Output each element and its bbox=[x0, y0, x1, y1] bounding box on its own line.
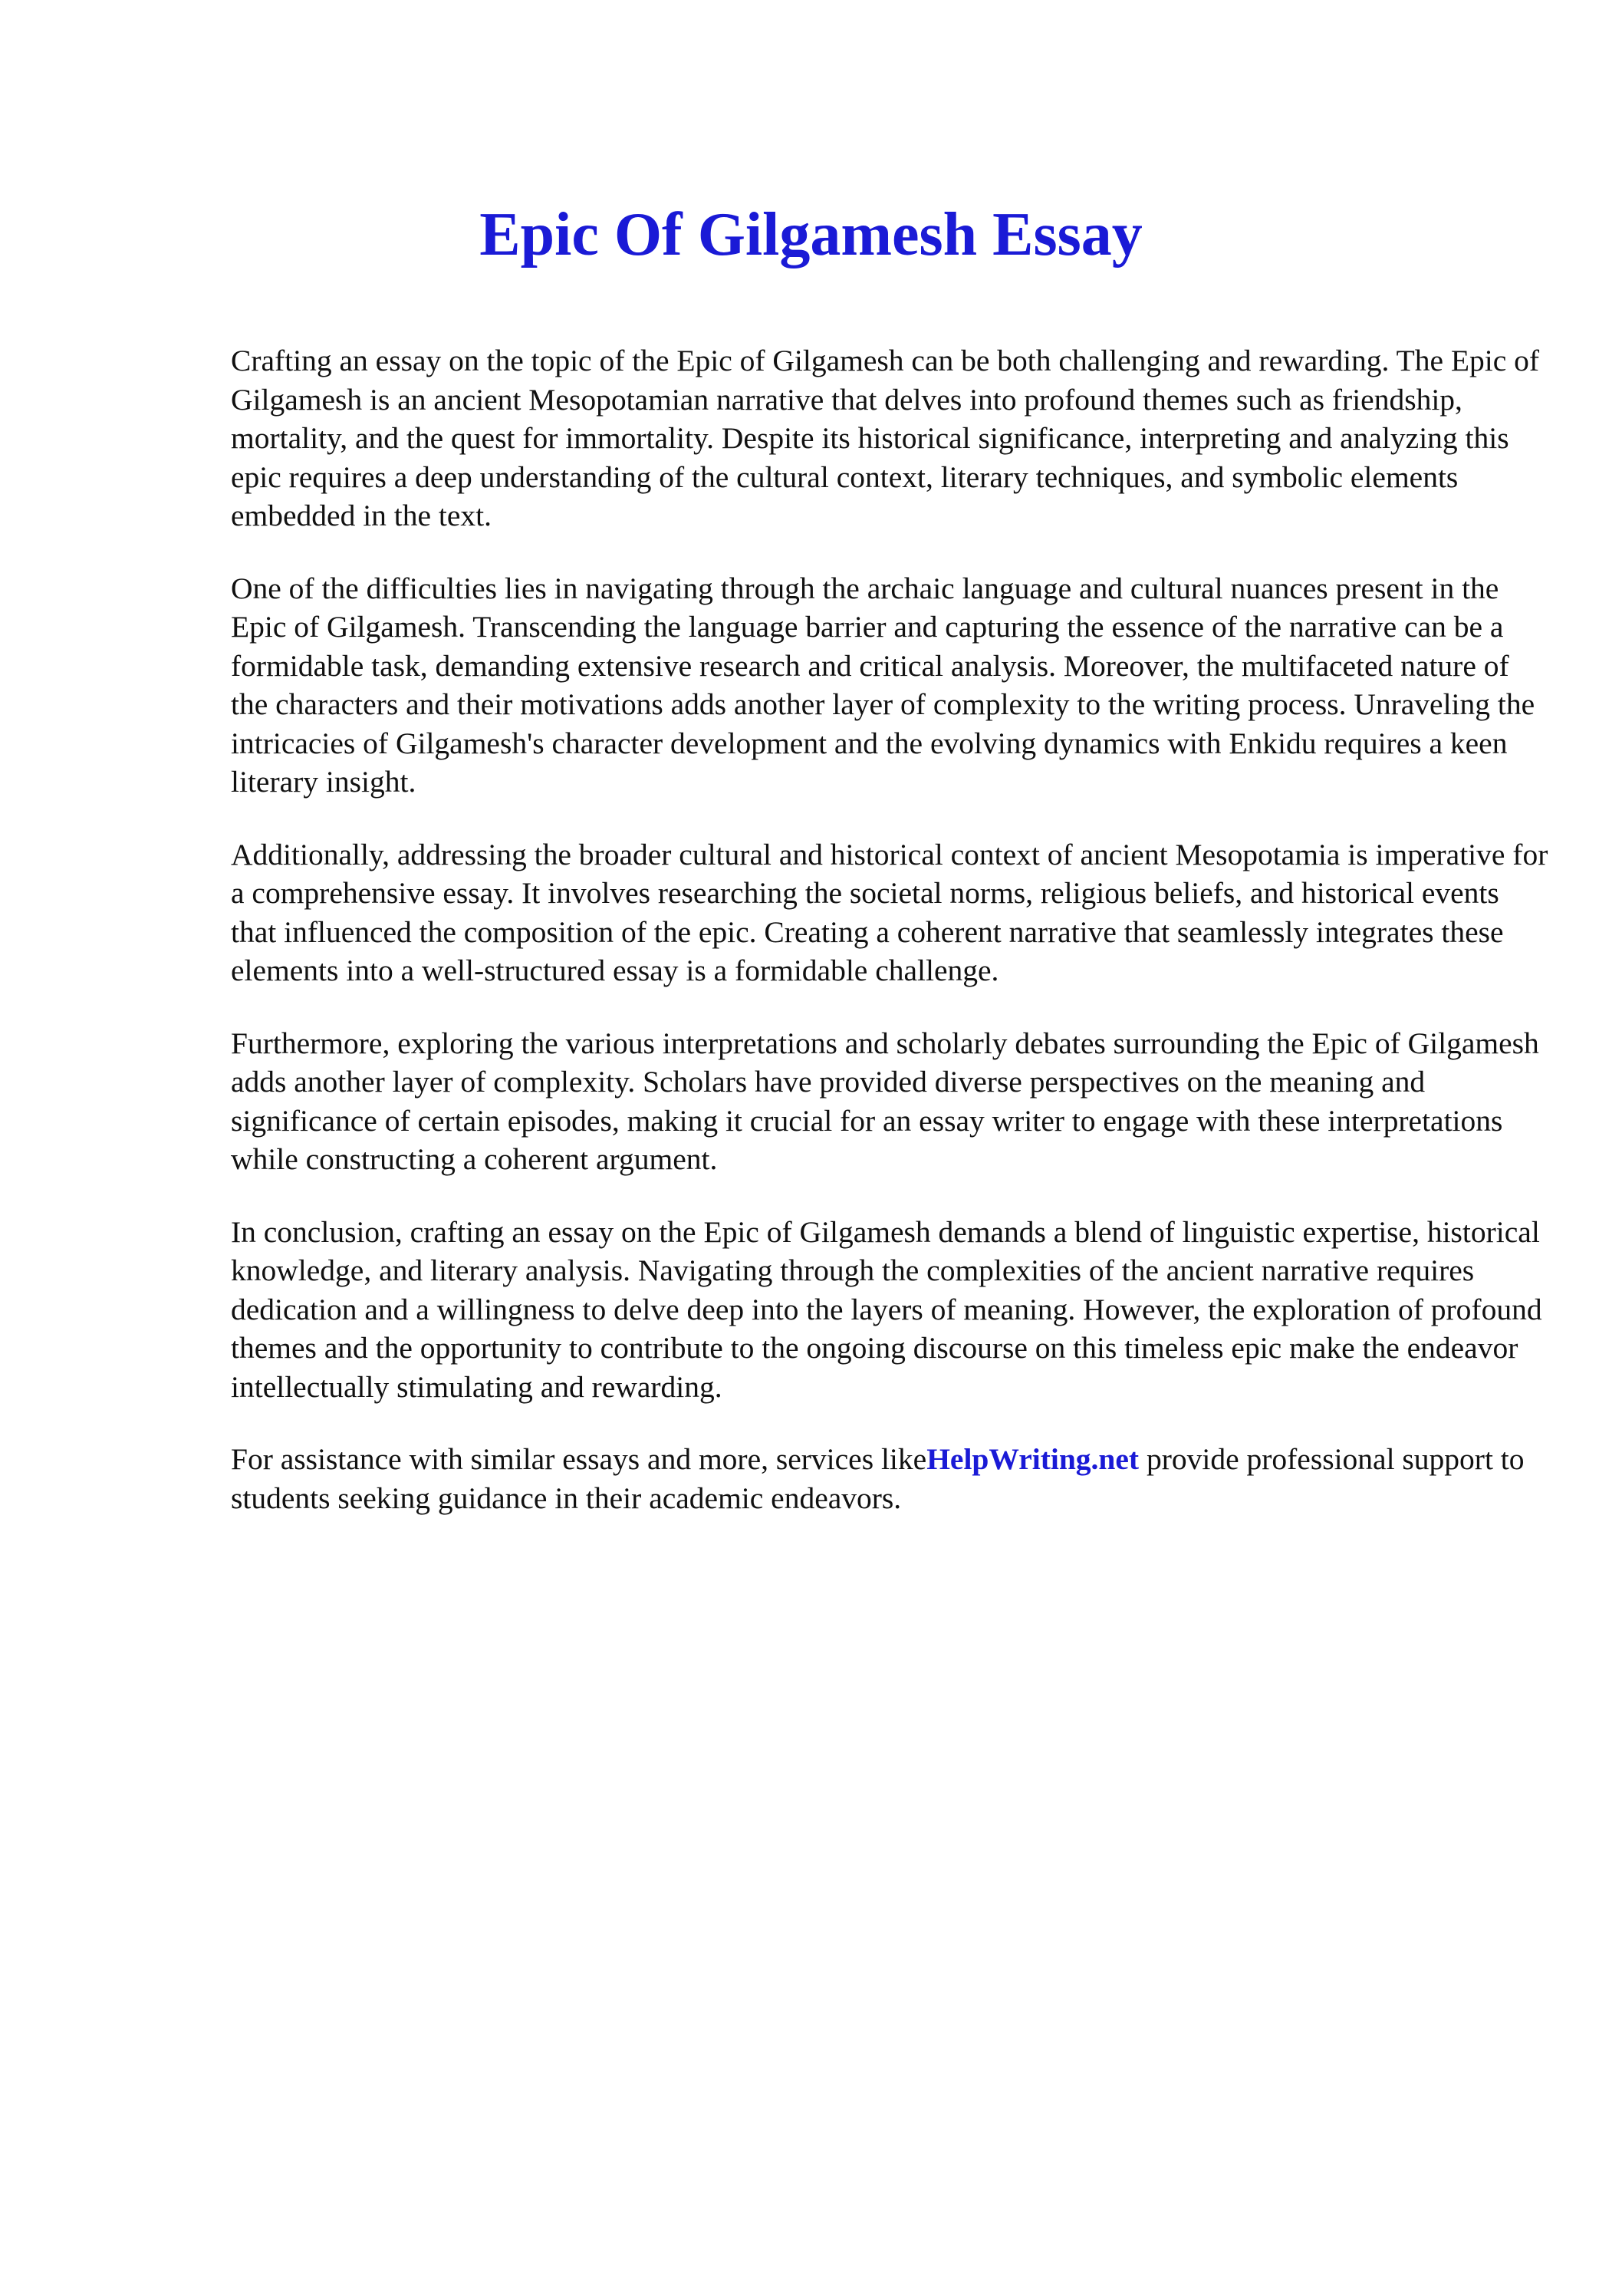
paragraph-intro: Crafting an essay on the topic of the Epic of Gilgamesh can be both challenging and rewarding. The Epic of Gilgamesh is an ancient Mesopotamian narrative that delves into profound themes such as friendship, mortality, and the quest for immortality. Despite its historical significance, interpreting and analyzing this epic requires a deep understanding of the cultural context, literary techniques, and symbolic elements embedded in the text. bbox=[231, 344, 1540, 532]
paragraph-interpretations: Furthermore, exploring the various interpretations and scholarly debates surrounding the Epic of Gilgamesh adds another layer of complexity. Scholars have provided diverse perspectives on the meaning and significance of certain episodes, making it crucial for an essay writer to engage with these interpretations while constructing a coherent argument. bbox=[231, 1026, 1539, 1176]
closing-text-after-link: provide professional support to students seeking guidance in their academic endeavors. bbox=[231, 1442, 1525, 1515]
closing-text-before-link: For assistance with similar essays and more, services like bbox=[231, 1442, 927, 1476]
page-title: Epic Of Gilgamesh Essay bbox=[479, 201, 1143, 268]
helpwriting-link[interactable]: HelpWriting.net bbox=[926, 1442, 1140, 1476]
essay-body bbox=[231, 341, 1550, 1551]
paragraph-closing bbox=[231, 1440, 1550, 1517]
paragraph-difficulties: One of the difficulties lies in navigating through the archaic language and cultural nuances present in the Epic of Gilgamesh. Transcending the language barrier and capturing the essence of the narrative can be a formidable task, demanding extensive research and critical analysis. Moreover, the multifaceted nature of the characters and their motivations adds another layer of complexity to the writing process. Unraveling the intricacies of Gilgamesh's character development and the evolving dynamics with Enkidu requires a keen literary insight. bbox=[231, 571, 1535, 799]
paragraph-context: Additionally, addressing the broader cultural and historical context of ancient Mesopotamia is imperative for a comprehensive essay. It involves researching the societal norms, religious beliefs, and historical events that influenced the composition of the epic. Creating a coherent narrative that seamlessly integrates these elements into a well-structured essay is a formidable challenge. bbox=[231, 837, 1548, 987]
paragraph-conclusion: In conclusion, crafting an essay on the Epic of Gilgamesh demands a blend of linguistic expertise, historical knowledge, and literary analysis. Navigating through the complexities of the ancient narrative requires dedication and a willingness to delve deep into the layers of meaning. However, the exploration of profound themes and the opportunity to contribute to the ongoing discourse on this timeless epic make the endeavor intellectually stimulating and rewarding. bbox=[231, 1214, 1542, 1404]
